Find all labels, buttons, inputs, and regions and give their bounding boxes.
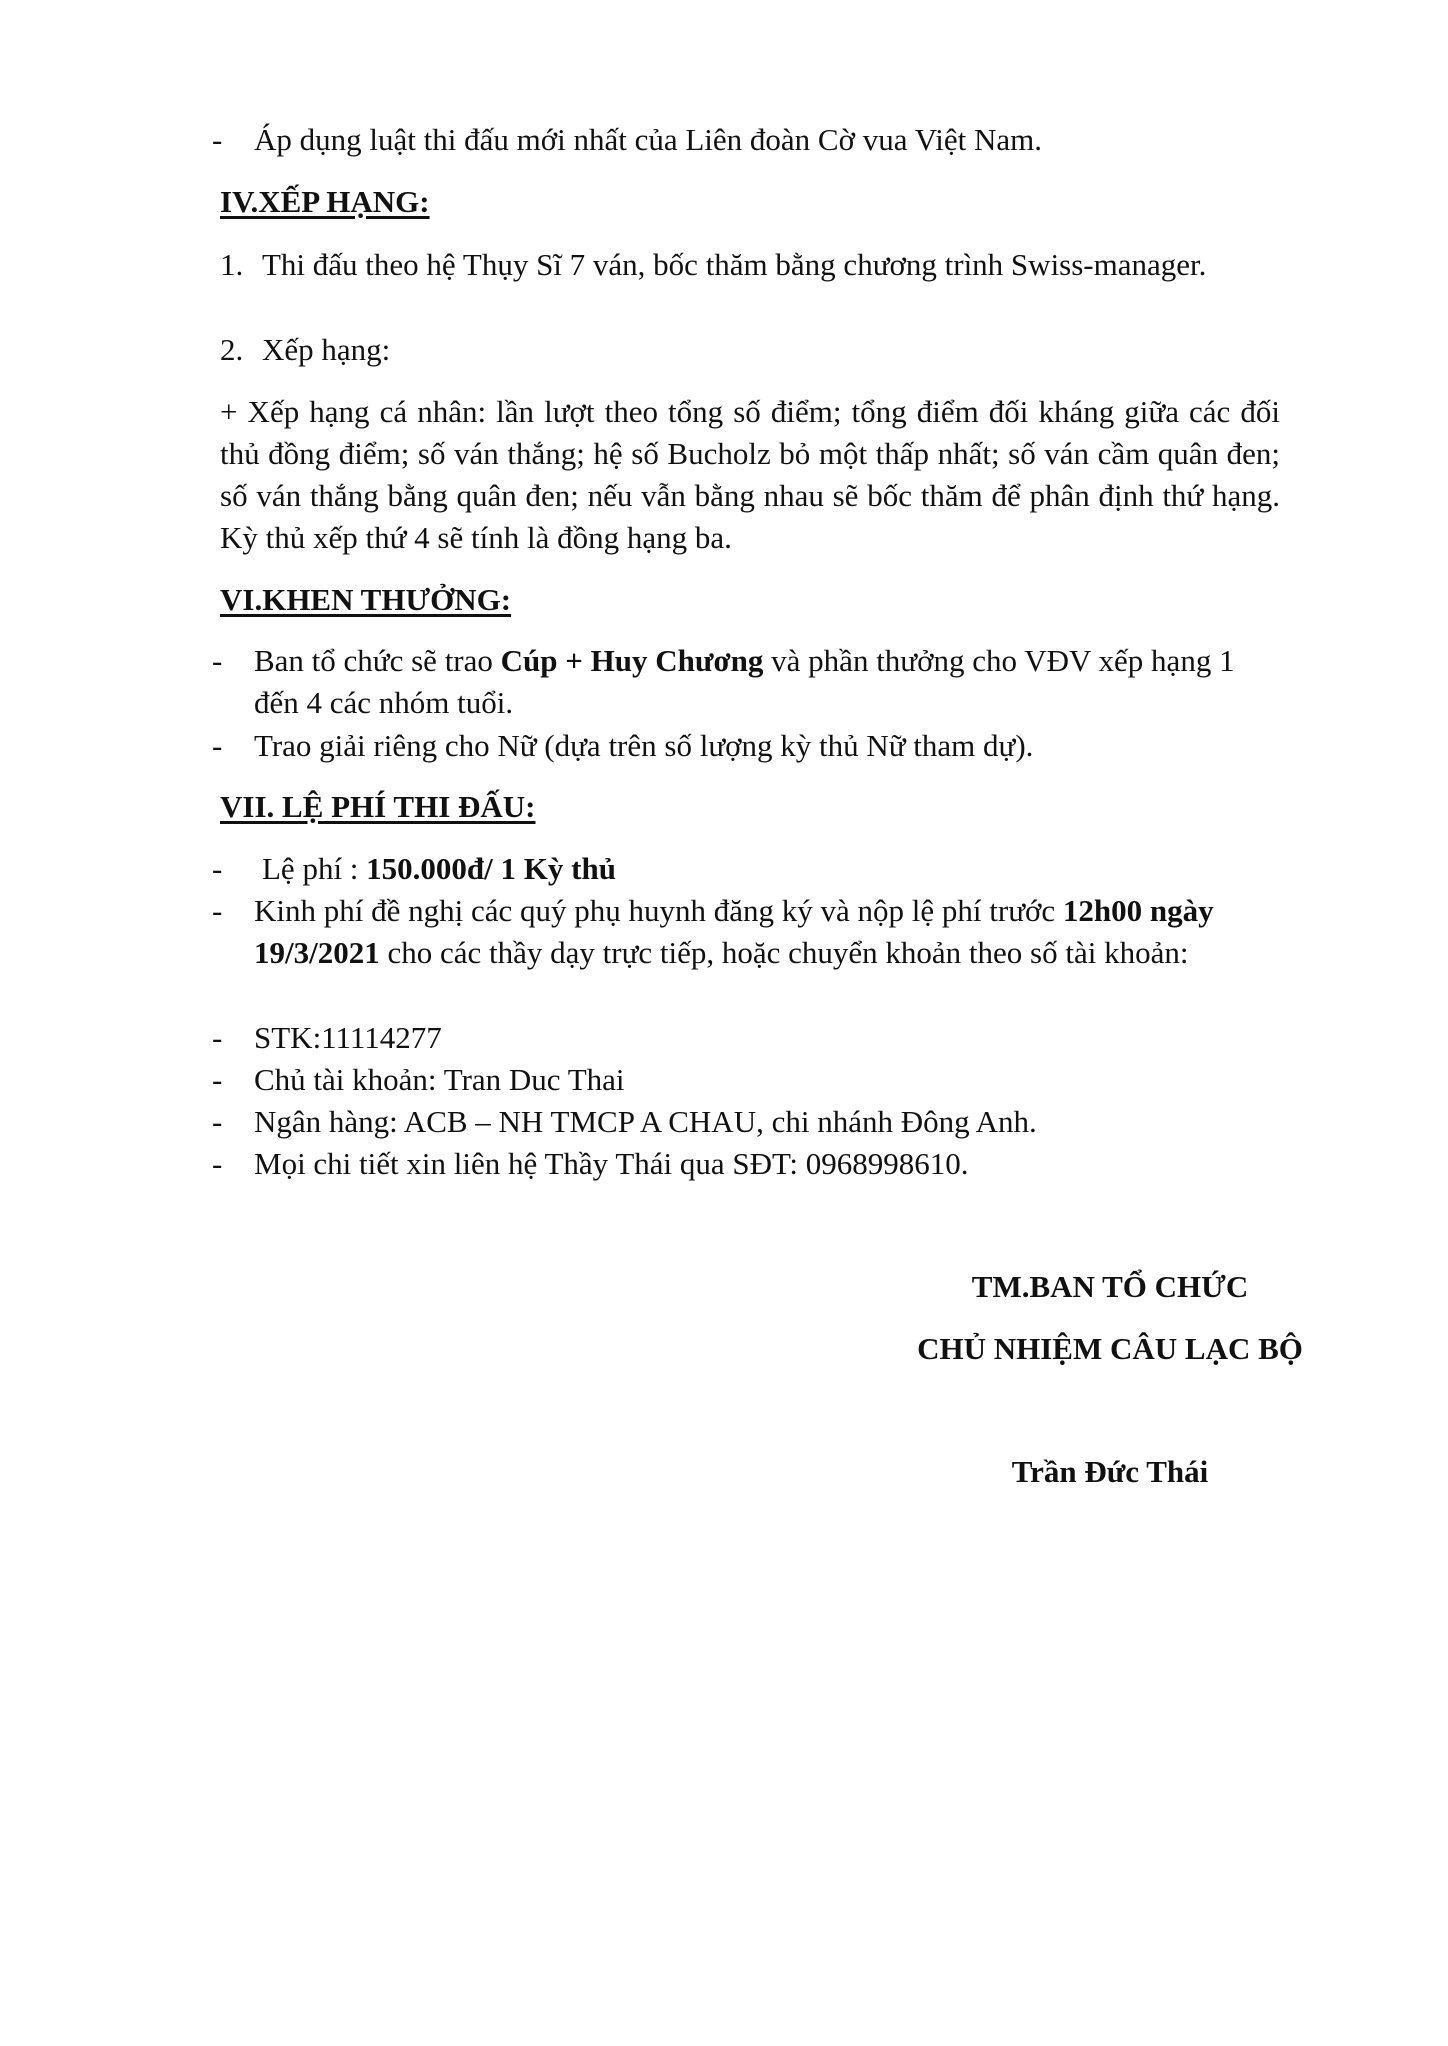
bank-item <box>212 1101 1282 1143</box>
section4-item2 <box>220 329 1290 371</box>
dash-marker: - <box>212 122 223 157</box>
item-number: 1. <box>220 247 244 282</box>
award-text-pre: Ban tổ chức sẽ trao <box>254 643 501 678</box>
award-item <box>212 640 1252 724</box>
dash-marker: - <box>212 1062 223 1097</box>
dash-marker: - <box>212 643 223 678</box>
award-prize: Cúp + Huy Chương <box>500 643 764 678</box>
fee-value: 150.000đ/ 1 Kỳ thủ <box>366 851 616 886</box>
deadline-post: cho các thầy dạy trực tiếp, hoặc chuyển khoản theo số tài khoản: <box>379 935 1189 970</box>
deadline-text <box>254 890 1262 974</box>
signature-title: CHỦ NHIỆM CÂU LẠC BỘ <box>917 1331 1303 1366</box>
dash-marker: - <box>212 1020 223 1055</box>
women-award-item <box>212 725 1282 767</box>
fee-text <box>262 848 1282 890</box>
section7-heading: VII. LỆ PHÍ THI ĐẤU: <box>220 789 536 824</box>
account-holder: Chủ tài khoản: Tran Duc Thai <box>254 1062 625 1097</box>
section6-heading: VI.KHEN THƯỞNG: <box>220 582 512 617</box>
contact-item <box>212 1143 1282 1185</box>
item2-text: Xếp hạng: <box>262 332 391 367</box>
award-text-post: và phần thưởng cho VĐV xếp hạng 1 đến 4 các nhóm tuổi. <box>254 643 1235 720</box>
dash-marker: - <box>212 1104 223 1139</box>
section4-heading: IV.XẾP HẠNG: <box>220 184 430 219</box>
account-number: STK:11114277 <box>254 1020 442 1055</box>
fee-label: Lệ phí : <box>262 851 367 886</box>
account-holder-item <box>212 1059 1282 1101</box>
bank-name: Ngân hàng: ACB – NH TMCP A CHAU, chi nhánh Đông Anh. <box>254 1104 1037 1139</box>
section4-item1 <box>220 244 1220 286</box>
deadline-item <box>212 890 1262 974</box>
rule-text: Áp dụng luật thi đấu mới nhất của Liên đoàn Cờ vua Việt Nam. <box>254 122 1042 157</box>
item-number: 2. <box>220 332 244 367</box>
women-award-text: Trao giải riêng cho Nữ (dựa trên số lượng kỳ thủ Nữ tham dự). <box>254 728 1034 763</box>
account-number-item <box>212 1017 1282 1059</box>
dash-marker: - <box>212 893 223 928</box>
signature-name: Trần Đức Thái <box>1011 1454 1209 1489</box>
contact-text: Mọi chi tiết xin liên hệ Thầy Thái qua SĐT: 0968998610. <box>254 1146 969 1181</box>
deadline-date: 12h00 ngày 19/3/2021 <box>254 893 1214 970</box>
ranking-paragraph: + Xếp hạng cá nhân: lần lượt theo tổng số điểm; tổng điểm đối kháng giữa các đối thủ đồng điểm; số ván thắng; hệ số Bucholz bỏ một thấp nhất; số ván cầm quân đen; số ván thắng bằng quân đen; nếu vẫn bằng nhau sẽ bốc thăm để phân định thứ hạng. Kỳ thủ xếp thứ 4 sẽ tính là đồng hạng ba. <box>220 394 1280 555</box>
award-text <box>254 640 1252 724</box>
deadline-pre: Kinh phí đề nghị các quý phụ huynh đăng ký và nộp lệ phí trước <box>254 893 1063 928</box>
signature-org: TM.BAN TỔ CHỨC <box>971 1269 1249 1304</box>
dash-marker: - <box>212 1146 223 1181</box>
dash-marker: - <box>212 851 223 886</box>
item1-text: Thi đấu theo hệ Thụy Sĩ 7 ván, bốc thăm bằng chương trình Swiss-manager. <box>262 247 1207 282</box>
rule-item <box>212 119 1282 161</box>
fee-item <box>212 848 1282 890</box>
dash-marker: - <box>212 728 223 763</box>
